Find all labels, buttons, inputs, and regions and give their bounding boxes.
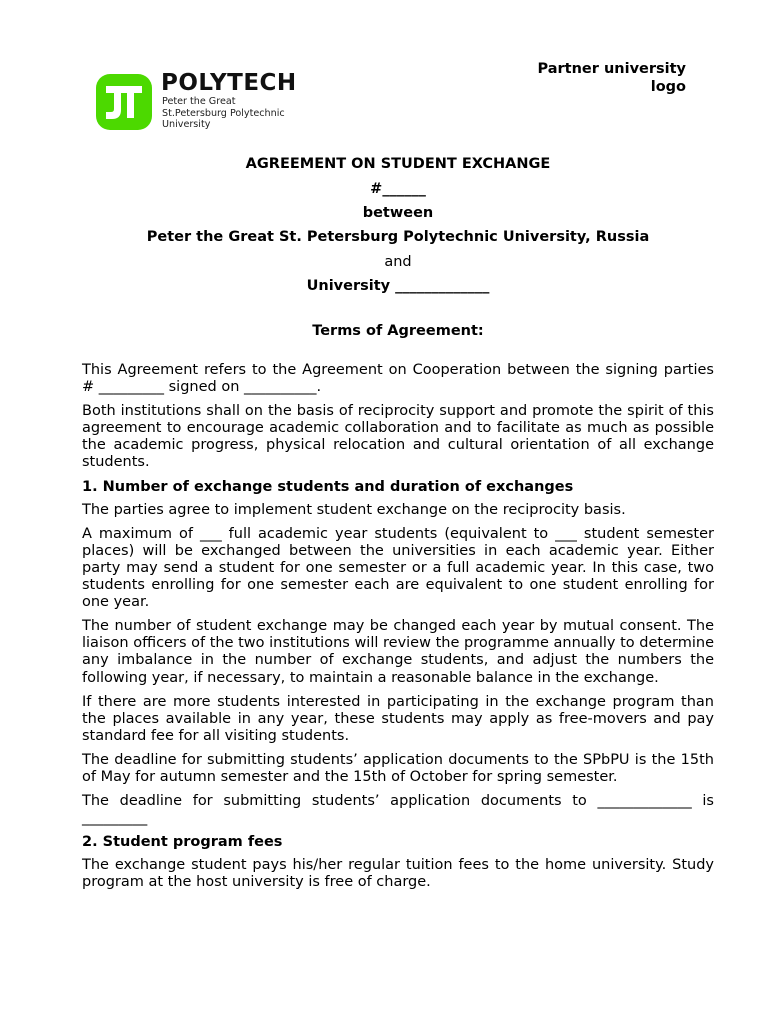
logo-subtitle-line: Peter the Great [162,96,236,107]
first-university: Peter the Great St. Petersburg Polytechnic University, Russia [146,229,650,245]
polytech-logo [96,72,326,128]
between-label: between [362,205,434,221]
paragraph: If there are more students interested in participating in the exchange program than the places available in any year, these students may apply as free-movers and pay standard fee for all visiting students. [82,693,714,744]
logo-subtitle [162,96,285,131]
paragraph: The deadline for submitting students’ application documents to _____________ is _________ [82,793,714,827]
paragraph: The parties agree to implement student exchange on the reciprocity basis. [82,501,626,518]
document-title: AGREEMENT ON STUDENT EXCHANGE [245,156,551,172]
paragraph: A maximum of ___ full academic year students (equivalent to ___ student semester places) will be exchanged between the universities in each academic year. Either party may send a student for one semester or a full academic year. In this case, two students enrolling for one semester each are equivalent to one student enrolling for one year. [82,525,714,611]
terms-heading: Terms of Agreement: [312,323,484,339]
section-heading-program-fees: 2. Student program fees [82,834,283,851]
logo-subtitle-line: St.Petersburg Polytechnic [162,107,285,119]
polytech-logo-icon [96,74,152,130]
section-heading-exchange-students: 1. Number of exchange students and duration of exchanges [82,478,574,495]
paragraph: Both institutions shall on the basis of reciprocity support and promote the spirit of this agreement to encourage academic collaboration and to facilitate as much as possible the academic progress, physical relocation and cultural orientation of all exchange students. [82,403,714,471]
logo-wordmark: POLYTECH [161,70,297,96]
paragraph: The number of student exchange may be changed each year by mutual consent. The liaison officers of the two institutions will review the programme annually to determine any imbalance in the number of exchange students, and adjust the numbers the following year, if necessary, to maintain a reasonable balance in the exchange. [82,618,714,686]
logo-subtitle-line: University [162,119,211,130]
agreement-number: #______ [370,181,426,197]
paragraph: This Agreement refers to the Agreement on Cooperation between the signing parties # _________ signed on __________. [82,362,714,396]
paragraph: The deadline for submitting students’ application documents to the SPbPU is the 15th of May for autumn semester and the 15th of October for spring semester. [82,751,714,785]
partner-logo-placeholder [538,60,687,96]
second-university: University _____________ [306,278,490,294]
partner-logo-line: logo [650,79,686,95]
partner-logo-line: Partner university [537,61,686,77]
and-label: and [384,254,412,270]
agreement-body [82,362,714,899]
paragraph: The exchange student pays his/her regular tuition fees to the home university. Study program at the host university is free of charge. [82,857,714,891]
